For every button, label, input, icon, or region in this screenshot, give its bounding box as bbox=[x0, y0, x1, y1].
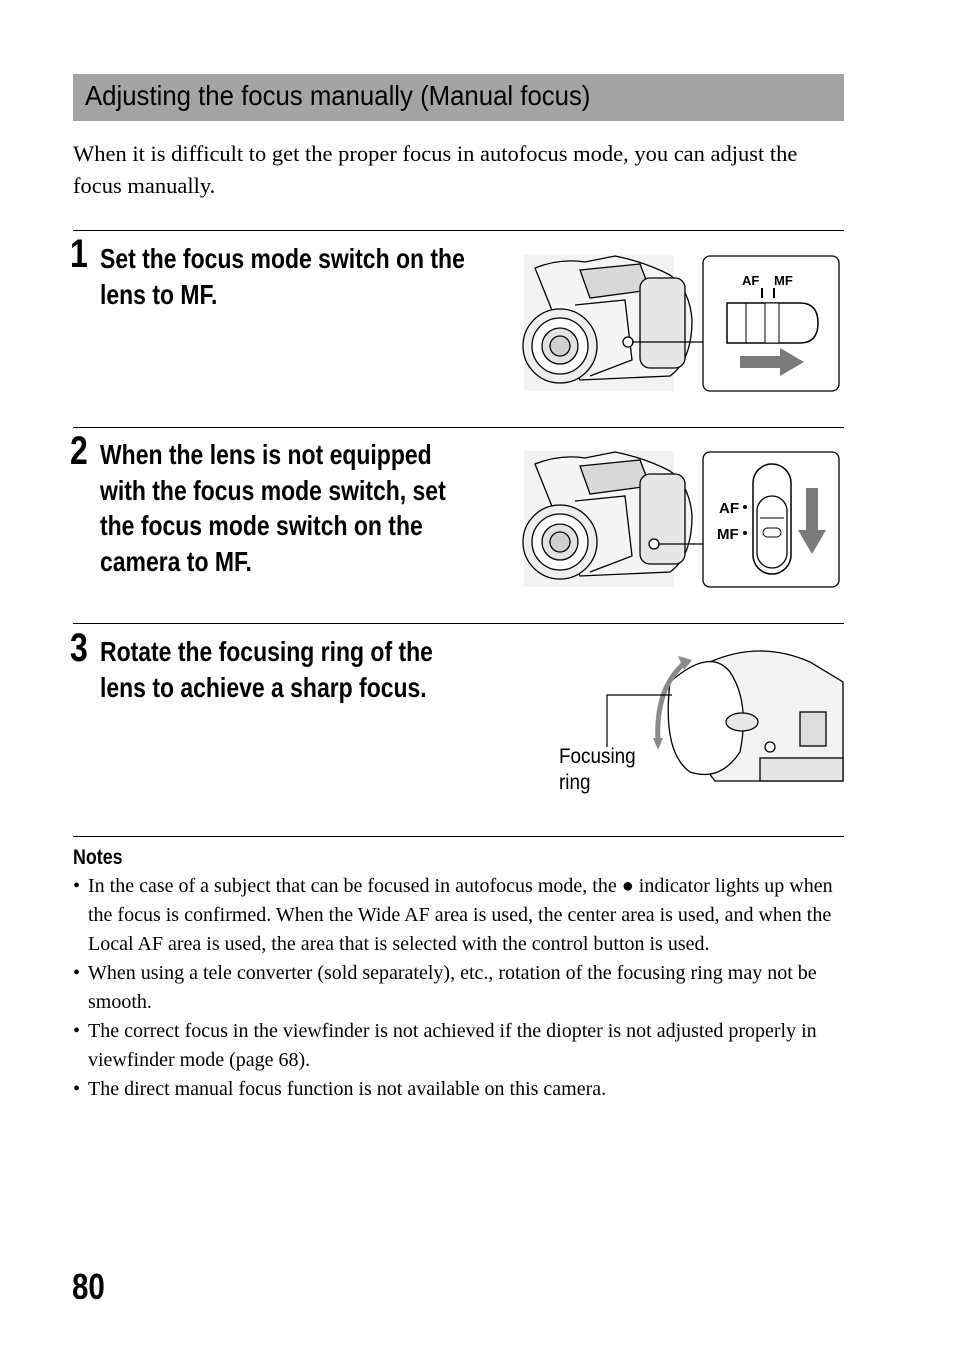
note-item: • When using a tele converter (sold separately), etc., rotation of the focusing ring may not be smooth. bbox=[73, 959, 848, 1017]
note-item: • The direct manual focus function is not available on this camera. bbox=[73, 1075, 848, 1104]
step-1-number: 1 bbox=[70, 232, 88, 276]
section-title: Adjusting the focus manually (Manual focus) bbox=[85, 80, 591, 111]
step-3-text: Rotate the focusing ring of the lens to achieve a sharp focus. bbox=[100, 636, 433, 703]
focusing-ring-caption: Focusing ring bbox=[559, 745, 636, 794]
lens-switch-figure bbox=[520, 250, 844, 396]
step-3-number: 3 bbox=[70, 626, 88, 670]
mf-label: MF bbox=[774, 273, 793, 288]
step-2-number: 2 bbox=[70, 429, 88, 473]
camera-back-illustration bbox=[668, 651, 843, 781]
note-item: • The correct focus in the viewfinder is not achieved if the diopter is not adjusted properly in viewfinder mode (page 68). bbox=[73, 1017, 848, 1075]
intro-paragraph: When it is difficult to get the proper focus in autofocus mode, you can adjust the focus manually. bbox=[73, 141, 798, 198]
step-1-text: Set the focus mode switch on the lens to MF. bbox=[100, 243, 465, 310]
camera-switch-figure bbox=[520, 446, 844, 592]
notes-list bbox=[73, 872, 848, 1104]
af-label: AF bbox=[719, 500, 739, 517]
camera-illustration bbox=[523, 255, 692, 391]
note-item: • In the case of a subject that can be focused in autofocus mode, the ● indicator lights up when the focus is confirmed. When the Wide AF area is used, the center area is used, and when the Local AF area is used, the area that is selected with the control button is used. bbox=[73, 872, 848, 959]
mf-label: MF bbox=[717, 526, 739, 543]
divider bbox=[73, 230, 844, 231]
step-2-text: When the lens is not equipped with the focus mode switch, set the focus mode switch on the camera to MF. bbox=[100, 439, 446, 577]
camera-illustration bbox=[523, 451, 692, 587]
af-label: AF bbox=[742, 273, 760, 288]
divider bbox=[73, 836, 844, 837]
divider bbox=[73, 427, 844, 428]
notes-title: Notes bbox=[73, 846, 123, 869]
focusing-ring-figure bbox=[600, 642, 844, 784]
page-number: 80 bbox=[72, 1266, 105, 1307]
section-header-bar bbox=[73, 74, 844, 121]
divider bbox=[73, 623, 844, 624]
